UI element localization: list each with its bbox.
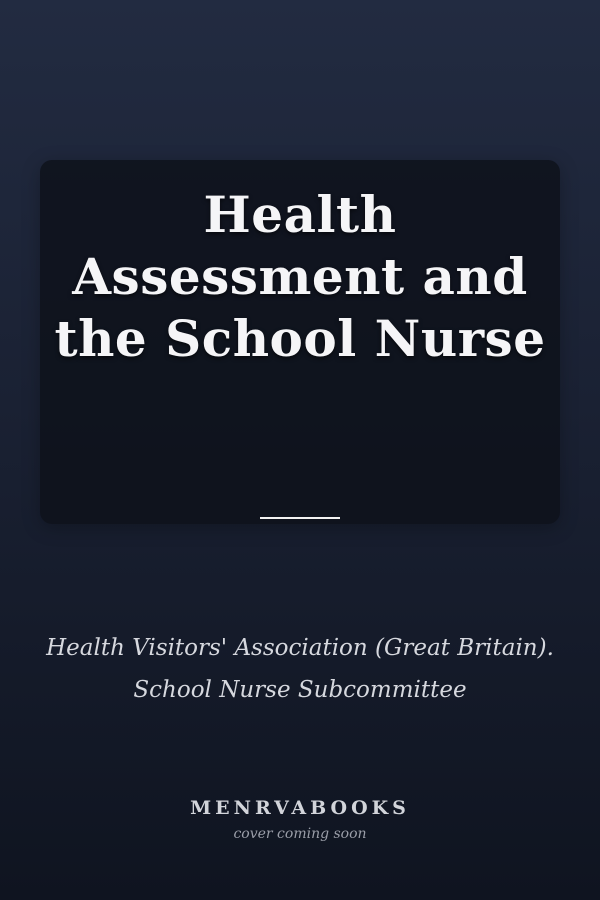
- publisher-name: MENRVABOOKS: [190, 797, 410, 819]
- title-divider: [260, 517, 340, 519]
- title-panel: [40, 160, 560, 524]
- book-title: Health Assessment and the School Nurse: [54, 185, 546, 368]
- book-author: Health Visitors' Association (Great Britain). School Nurse Subcommittee: [46, 635, 554, 703]
- cover-note: cover coming soon: [233, 826, 367, 842]
